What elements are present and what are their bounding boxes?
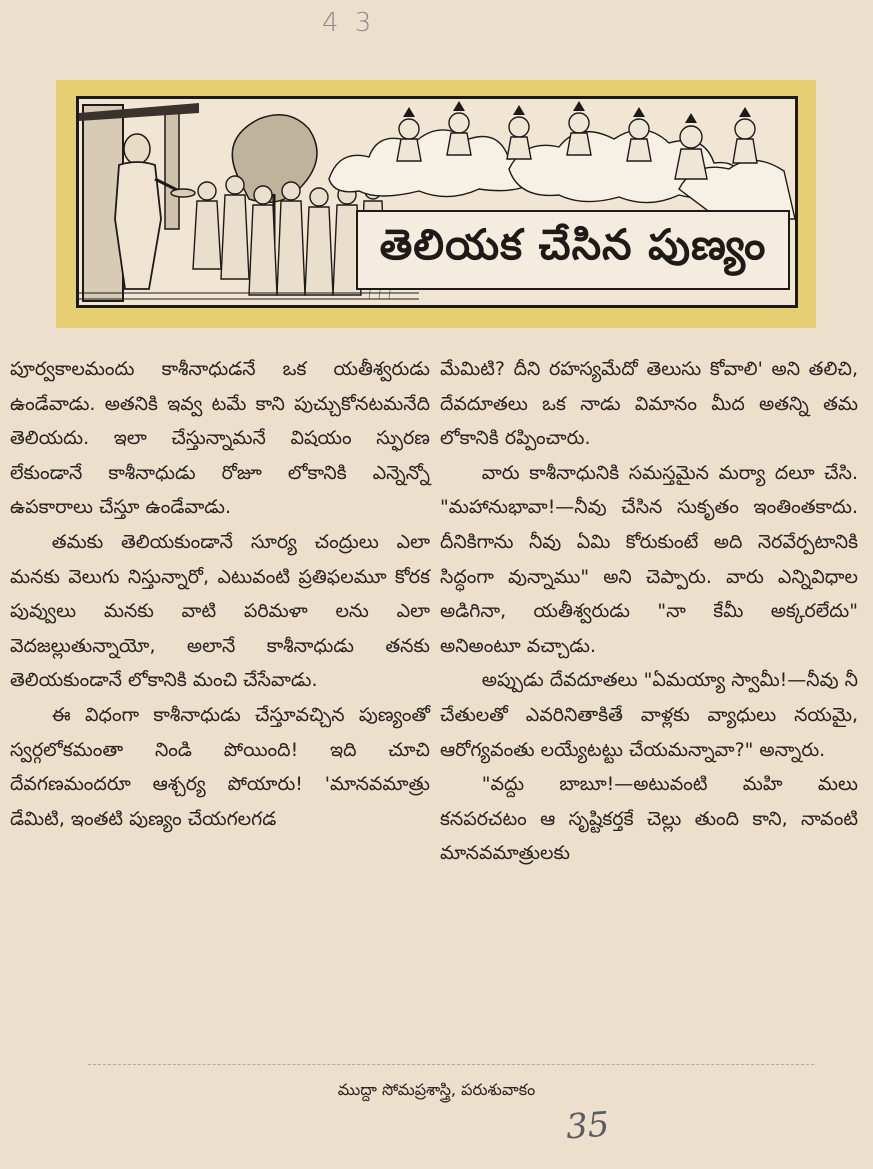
paragraph: వారు కాశీనాధునికి సమస్తమైన మర్యా దలూ చేసి. "మహానుభావా!—నీవు చేసిన సుకృతం ఇంతింతకాదు. దీనికిగాను నీవు ఏమి కోరుకుంటే అది నెరవేర్పటానికి సిద్ధంగా వున్నాము" అని చెప్పారు. వారు ఎన్నివిధాల అడిగినా, యతీశ్వరుడు "నా కేమీ అక్కరలేదు" అనిఅంటూ వచ్చాడు. xyxy=(440,461,858,657)
paragraph: పూర్వకాలమందు కాశీనాధుడనే ఒక యతీశ్వరుడు ఉండేవాడు. అతనికి ఇవ్వ టమే కాని పుచ్చుకోనటమనేది తెలియదు. ఇలా చేస్తున్నామనే విషయం స్ఫురణ లేకుండానే కాశీనాధుడు రోజూ లోకానికి ఎన్నెన్నో ఉపకారాలు చేస్తూ ఉండేవాడు. xyxy=(10,358,430,519)
paragraph: అప్పుడు దేవదూతలు "ఏమయ్యా స్వామీ!—నీవు నీ చేతులతో ఎవరినితాకితే వాళ్లకు వ్యాధులు నయమై, ఆరోగ్యవంతు లయ్యేటట్టు చేయమన్నావా?" అన్నారు. xyxy=(440,669,858,761)
footer-divider xyxy=(88,1064,814,1065)
paragraph: ఈ విధంగా కాశీనాధుడు చేస్తూవచ్చిన పుణ్యంతో స్వర్గలోకమంతా నిండి పోయింది! ఇది చూచి దేవగణమందరూ ఆశ్చర్య పోయారు! 'మానవమాత్రు డేమిటి, ఇంతటి పుణ్యం చేయగలగడ xyxy=(10,703,430,830)
column-left xyxy=(10,352,430,836)
paragraph: "వద్దు బాబూ!—అటువంటి మహి మలు కనపరచటం ఆ సృష్టికర్తకే చెల్లు తుంది కాని, నావంటి మానవమాత్రులకు xyxy=(440,773,858,865)
author-byline: ముద్దా సోమప్రశాస్త్రి, పరుశువాకం xyxy=(337,1080,536,1099)
column-right xyxy=(440,352,858,871)
title-box xyxy=(356,210,790,290)
page-number: 35 xyxy=(564,1104,611,1148)
story-title: తెలియక చేసిన పుణ్యం xyxy=(379,220,767,269)
paragraph: మేమిటి? దీని రహస్యమేదో తెలుసు కోవాలి' అని తలిచి, దేవదూతలు ఒక నాడు విమానం మీద అతన్ని తమ లోకానికి రప్పించారు. xyxy=(440,358,858,450)
handwritten-folio: 4 3 xyxy=(322,8,376,38)
paragraph: తమకు తెలియకుండానే సూర్య చంద్రులు ఎలా మనకు వెలుగు నిస్తున్నారో, ఎటువంటి ప్రతిఫలమూ కోరక పువ్వులు మనకు వాటి పరిమళా లను ఎలా వెదజల్లుతున్నాయో, అలానే కాశీనాధుడు తనకు తెలియకుండానే లోకానికి మంచి చేసేవాడు. xyxy=(10,530,430,692)
